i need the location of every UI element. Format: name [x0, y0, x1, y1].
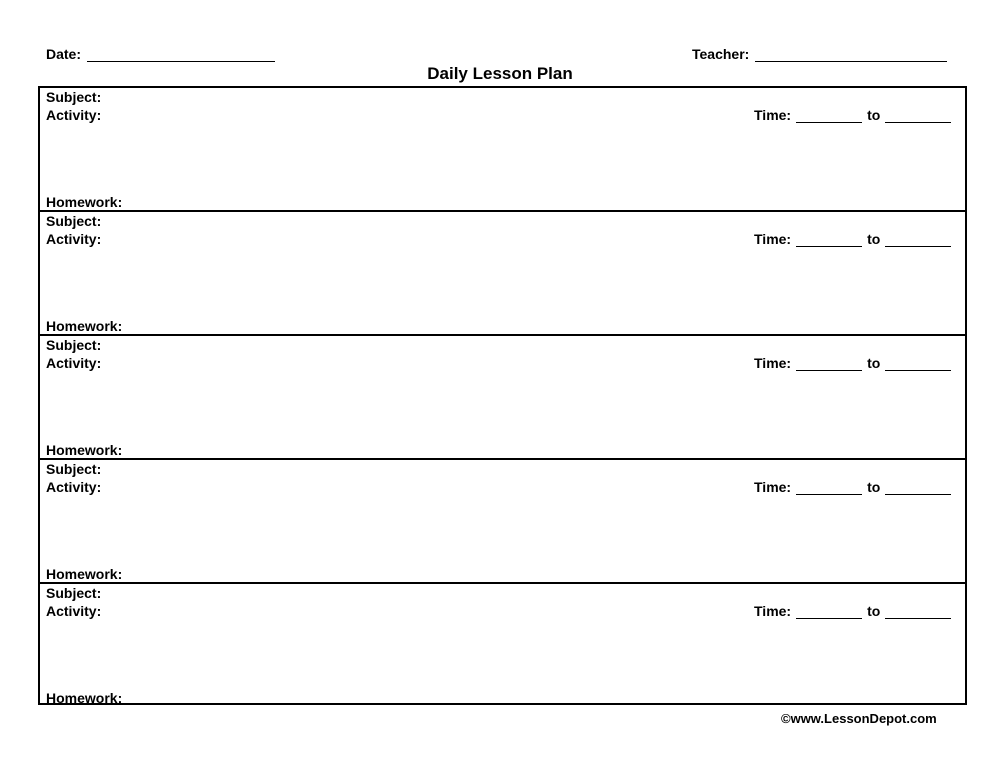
activity-label: Activity: — [46, 231, 102, 247]
activity-label: Activity: — [46, 355, 102, 371]
activity-label: Activity: — [46, 107, 102, 123]
to-label: to — [867, 231, 881, 247]
time-end-blank[interactable] — [885, 480, 951, 495]
lesson-plan-table — [38, 86, 967, 705]
homework-label: Homework: — [46, 442, 123, 458]
time-end-blank[interactable] — [885, 604, 951, 619]
homework-label: Homework: — [46, 690, 123, 706]
lesson-row — [40, 88, 965, 212]
subject-label: Subject: — [46, 213, 102, 229]
time-end-blank[interactable] — [885, 232, 951, 247]
time-start-blank[interactable] — [796, 108, 862, 123]
date-field — [46, 46, 275, 62]
lesson-row — [40, 336, 965, 460]
time-range — [754, 603, 951, 619]
time-label: Time: — [754, 231, 792, 247]
date-blank-line[interactable] — [87, 47, 275, 62]
homework-label: Homework: — [46, 318, 123, 334]
lesson-row — [40, 460, 965, 584]
homework-label: Homework: — [46, 194, 123, 210]
to-label: to — [867, 479, 881, 495]
time-start-blank[interactable] — [796, 356, 862, 371]
homework-label: Homework: — [46, 566, 123, 582]
to-label: to — [867, 355, 881, 371]
teacher-blank-line[interactable] — [755, 47, 947, 62]
to-label: to — [867, 107, 881, 123]
time-start-blank[interactable] — [796, 232, 862, 247]
time-range — [754, 231, 951, 247]
subject-label: Subject: — [46, 585, 102, 601]
time-range — [754, 479, 951, 495]
time-label: Time: — [754, 107, 792, 123]
copyright-footer: ©www.LessonDepot.com — [781, 711, 937, 726]
activity-label: Activity: — [46, 479, 102, 495]
teacher-field — [692, 46, 947, 62]
page-title: Daily Lesson Plan — [427, 64, 573, 83]
subject-label: Subject: — [46, 89, 102, 105]
time-start-blank[interactable] — [796, 604, 862, 619]
teacher-label: Teacher: — [692, 46, 750, 62]
time-end-blank[interactable] — [885, 108, 951, 123]
time-range — [754, 355, 951, 371]
to-label: to — [867, 603, 881, 619]
time-label: Time: — [754, 479, 792, 495]
time-end-blank[interactable] — [885, 356, 951, 371]
time-start-blank[interactable] — [796, 480, 862, 495]
activity-label: Activity: — [46, 603, 102, 619]
lesson-row — [40, 212, 965, 336]
subject-label: Subject: — [46, 461, 102, 477]
time-range — [754, 107, 951, 123]
subject-label: Subject: — [46, 337, 102, 353]
time-label: Time: — [754, 603, 792, 619]
date-label: Date: — [46, 46, 82, 62]
time-label: Time: — [754, 355, 792, 371]
lesson-row — [40, 584, 965, 708]
